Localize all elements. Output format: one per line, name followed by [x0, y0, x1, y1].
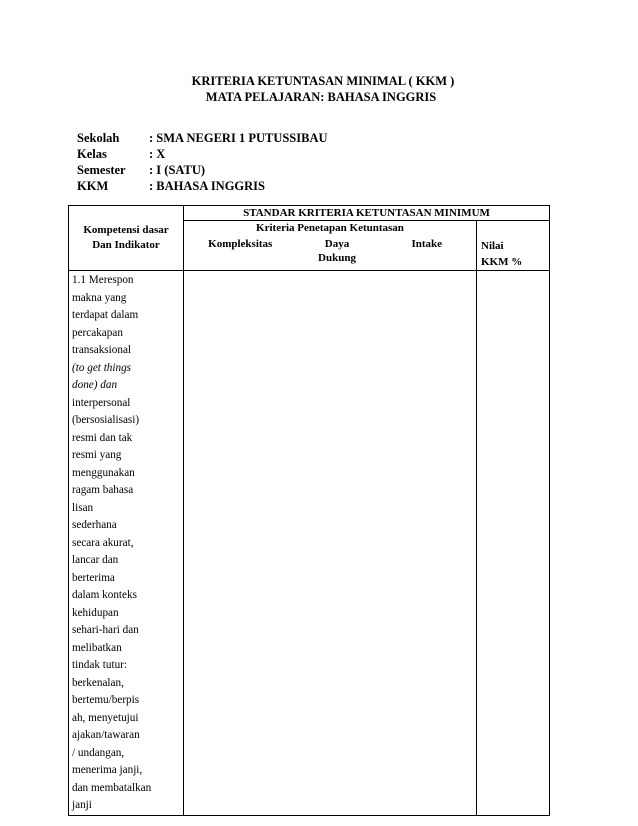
- competency-line: transaksional: [72, 344, 132, 356]
- info-value: : BAHASA INGGRIS: [149, 179, 265, 193]
- info-label: Semester: [77, 163, 126, 177]
- complexity-header: Kompleksitas: [184, 237, 297, 271]
- intake-header: Intake: [378, 237, 477, 271]
- competency-line: bertemu/berpis: [72, 694, 140, 706]
- competency-line-italic: done) dan: [72, 379, 118, 391]
- competency-line: resmi dan tak: [72, 431, 133, 444]
- competency-line: menggunakan: [72, 466, 135, 479]
- criteria-header: Kriteria Penetapan Ketuntasan: [184, 221, 477, 237]
- competency-line: ah, menyetujui: [72, 711, 139, 724]
- score-header: [477, 221, 550, 271]
- competency-header-line1: Kompetensi dasar: [83, 224, 169, 236]
- info-label: KKM: [77, 179, 109, 193]
- competency-line: percakapan: [72, 326, 123, 339]
- competency-line: tindak tutur:: [72, 659, 127, 671]
- competency-line: 1.1 Merespon: [72, 274, 134, 286]
- competency-line: resmi yang: [72, 449, 122, 461]
- support-header: [297, 237, 378, 271]
- competency-line: / undangan,: [72, 746, 125, 759]
- score-header-line2: KKM %: [481, 256, 523, 268]
- competency-line: ajakan/tawaran: [72, 729, 140, 741]
- score-empty-cell: [477, 271, 550, 816]
- competency-line: dalam konteks: [72, 589, 137, 601]
- competency-line: interpersonal: [72, 396, 131, 409]
- support-header-line2: Dukung: [318, 251, 356, 264]
- standard-header: STANDAR KRITERIA KETUNTASAN MINIMUM: [184, 206, 550, 221]
- competency-line: lancar dan: [72, 554, 119, 566]
- competency-cell: [69, 271, 184, 816]
- competency-line: berkenalan,: [72, 676, 124, 689]
- competency-line: ragam bahasa: [72, 484, 134, 496]
- support-header-line1: Daya: [324, 237, 350, 250]
- competency-line: berterima: [72, 571, 115, 584]
- info-value: : X: [149, 147, 166, 161]
- kkm-table: [68, 205, 550, 816]
- competency-line: kehidupan: [72, 606, 119, 619]
- competency-line: sehari-hari dan: [72, 624, 139, 636]
- competency-line-italic: (to get things: [72, 361, 132, 374]
- competency-line: dan membatalkan: [72, 781, 152, 794]
- score-header-line1: Nilai: [481, 240, 504, 252]
- info-label: Sekolah: [77, 131, 120, 145]
- competency-header: [69, 206, 184, 271]
- competency-header-line2: Dan Indikator: [92, 239, 160, 251]
- info-value: : SMA NEGERI 1 PUTUSSIBAU: [149, 131, 328, 145]
- document-title: KRITERIA KETUNTASAN MINIMAL ( KKM ): [191, 74, 455, 88]
- info-label: Kelas: [77, 147, 107, 161]
- competency-line: lisan: [72, 501, 94, 514]
- competency-line: janji: [72, 799, 92, 811]
- competency-line: makna yang: [72, 291, 127, 304]
- document-subtitle: MATA PELAJARAN: BAHASA INGGRIS: [205, 90, 437, 104]
- competency-line: (bersosialisasi): [72, 414, 140, 426]
- competency-line: melibatkan: [72, 641, 122, 654]
- info-value: : I (SATU): [149, 163, 206, 177]
- competency-line: menerima janji,: [72, 764, 143, 776]
- competency-line: secara akurat,: [72, 536, 134, 549]
- criteria-empty-cell: [184, 271, 477, 816]
- competency-line: terdapat dalam: [72, 309, 139, 321]
- competency-line: sederhana: [72, 519, 117, 531]
